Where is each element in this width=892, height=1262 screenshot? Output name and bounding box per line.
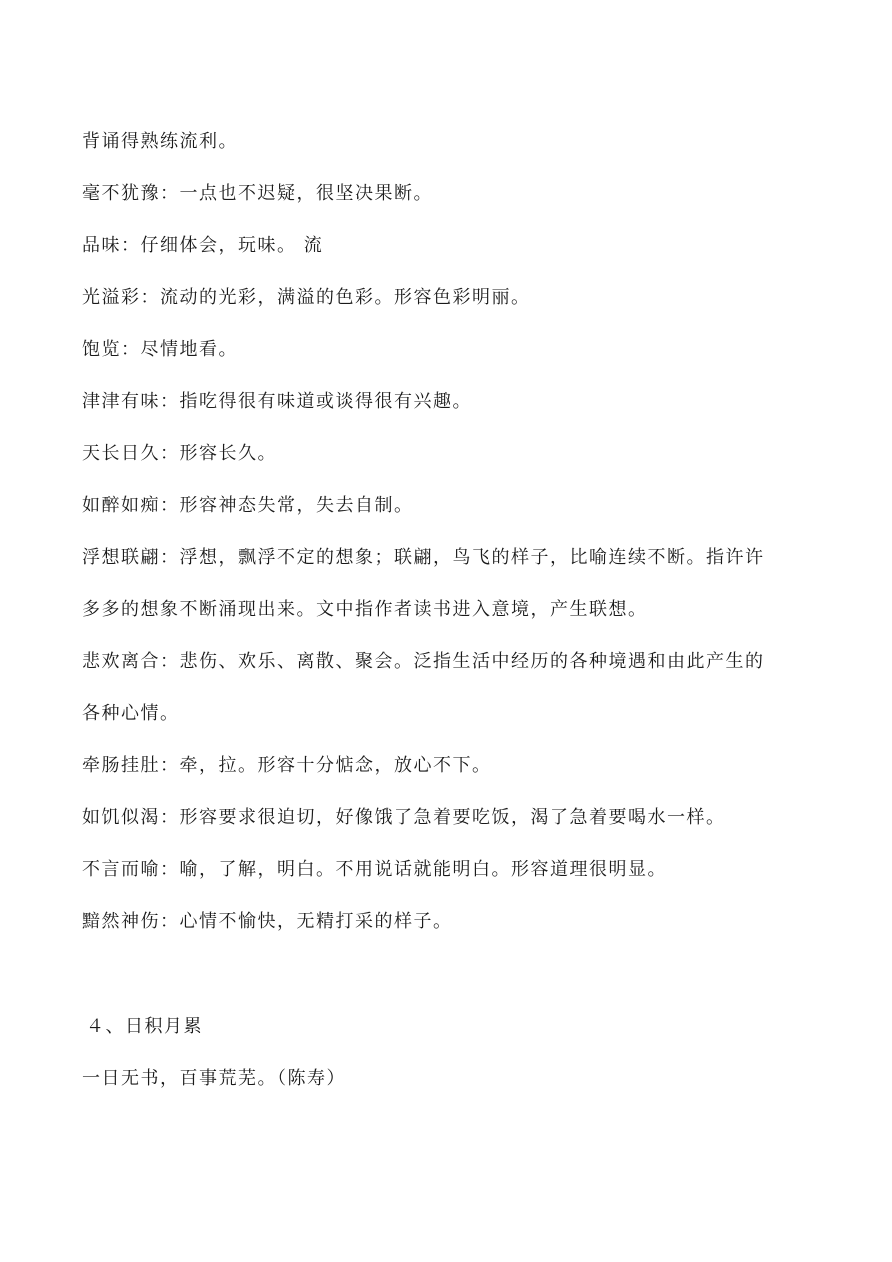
text-line: 如醉如痴：形容神态失常，失去自制。: [82, 495, 414, 516]
quote-line: 一日无书，百事荒芜。（陈寿）: [82, 1068, 346, 1089]
text-line: 饱览：尽情地看。: [82, 339, 238, 360]
text-line: 津津有味：指吃得很有味道或谈得很有兴趣。: [82, 391, 472, 412]
text-line: 牵肠挂肚：牵，拉。形容十分惦念，放心不下。: [82, 755, 492, 776]
text-line: 光溢彩：流动的光彩，满溢的色彩。形容色彩明丽。: [82, 287, 531, 308]
section-heading: ４、日积月累: [86, 1016, 203, 1037]
text-line: 各种心情。: [82, 703, 180, 724]
text-line: 多多的想象不断涌现出来。文中指作者读书进入意境，产生联想。: [82, 599, 648, 620]
text-line: 天长日久：形容长久。: [82, 443, 277, 464]
text-line: 毫不犹豫：一点也不迟疑，很坚决果断。: [82, 183, 433, 204]
text-line: 不言而喻：喻，了解，明白。不用说话就能明白。形容道理很明显。: [82, 859, 667, 880]
text-line: 品味：仔细体会，玩味。 流: [82, 235, 324, 256]
text-line: 浮想联翩：浮想，飘浮不定的想象；联翩，鸟飞的样子，比喻连续不断。指许许: [82, 547, 765, 568]
text-line: 黯然神伤：心情不愉快，无精打采的样子。: [82, 911, 453, 932]
text-line: 如饥似渴：形容要求很迫切，好像饿了急着要吃饭，渴了急着要喝水一样。: [82, 807, 726, 828]
text-line: 悲欢离合：悲伤、欢乐、离散、聚会。泛指生活中经历的各种境遇和由此产生的: [82, 651, 765, 672]
text-line: 背诵得熟练流利。: [82, 131, 238, 152]
